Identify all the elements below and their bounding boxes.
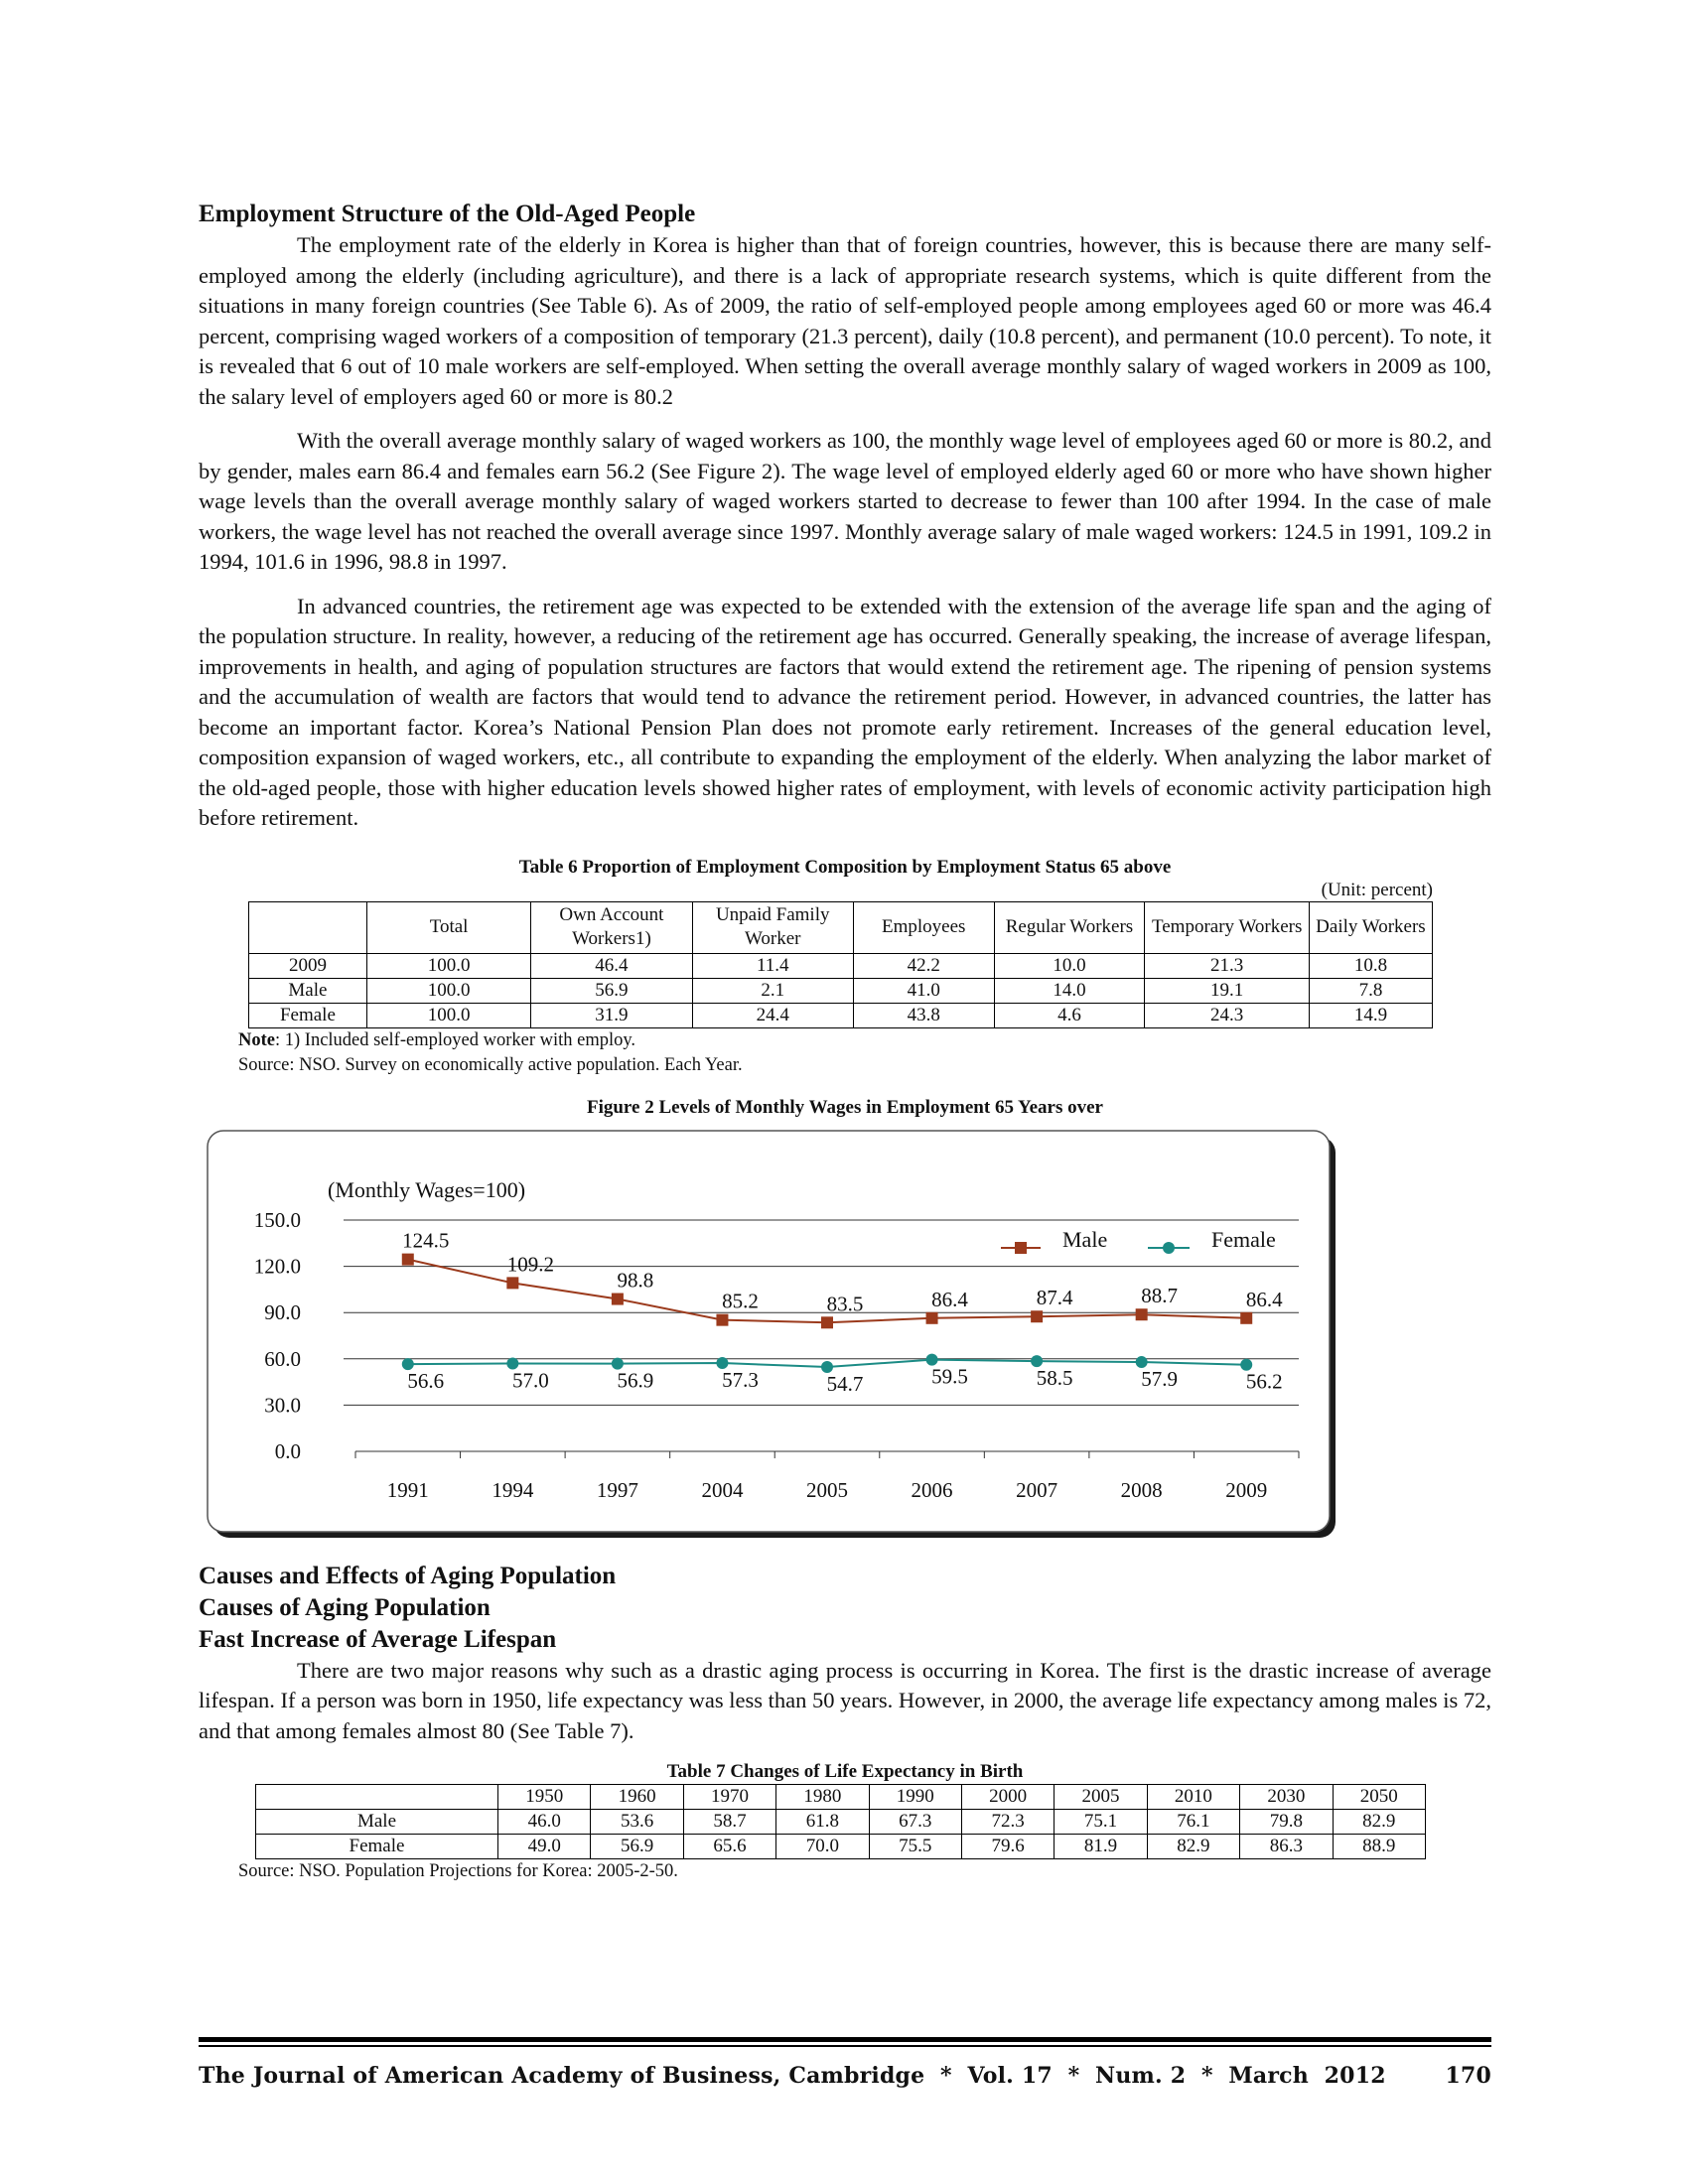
table-cell: 79.8 bbox=[1240, 1810, 1333, 1835]
x-tick-label: 2007 bbox=[1016, 1477, 1058, 1502]
table-cell: 24.4 bbox=[692, 1003, 853, 1027]
table-cell: 21.3 bbox=[1145, 953, 1309, 978]
table6-source: Source: NSO. Survey on economically active population. Each Year. bbox=[238, 1054, 743, 1075]
table-cell: 10.0 bbox=[994, 953, 1145, 978]
table-cell: 7.8 bbox=[1309, 978, 1432, 1003]
table-row-label: Female bbox=[256, 1835, 498, 1859]
table-cell: 81.9 bbox=[1055, 1835, 1147, 1859]
data-label: 86.4 bbox=[1245, 1287, 1283, 1311]
data-label: 56.9 bbox=[617, 1368, 654, 1393]
y-tick-label: 120.0 bbox=[253, 1254, 301, 1279]
y-unit-label: (Monthly Wages=100) bbox=[328, 1176, 526, 1202]
section-heading: Employment Structure of the Old-Aged People bbox=[199, 201, 696, 227]
table-header: 1970 bbox=[683, 1785, 775, 1810]
x-tick-label: 2004 bbox=[701, 1477, 744, 1502]
table-cell bbox=[256, 1785, 498, 1810]
data-label: 83.5 bbox=[826, 1291, 864, 1315]
table6-header: Total bbox=[366, 901, 530, 953]
table-header: 1960 bbox=[591, 1785, 683, 1810]
x-tick-label: 1997 bbox=[596, 1477, 638, 1502]
table-cell: 4.6 bbox=[994, 1003, 1145, 1027]
table-cell: 31.9 bbox=[531, 1003, 692, 1027]
table-row bbox=[249, 1003, 1433, 1027]
table-cell: 41.0 bbox=[853, 978, 994, 1003]
table-cell: 24.3 bbox=[1145, 1003, 1309, 1027]
table-cell: 19.1 bbox=[1145, 978, 1309, 1003]
male-data-point bbox=[716, 1313, 728, 1325]
table6-header: Unpaid Family Worker bbox=[692, 901, 853, 953]
section-heading: Causes of Aging Population bbox=[199, 1593, 491, 1621]
table-header: 2050 bbox=[1333, 1785, 1425, 1810]
table6-header: Regular Workers bbox=[994, 901, 1145, 953]
legend-male-marker bbox=[1015, 1242, 1027, 1254]
table-cell: 14.0 bbox=[994, 978, 1145, 1003]
data-label: 109.2 bbox=[506, 1251, 554, 1276]
table-cell: 82.9 bbox=[1147, 1835, 1239, 1859]
data-label: 57.9 bbox=[1141, 1366, 1179, 1391]
data-label: 54.7 bbox=[826, 1371, 864, 1396]
table-cell: 10.8 bbox=[1309, 953, 1432, 978]
table7 bbox=[255, 1784, 1426, 1859]
data-label: 86.4 bbox=[931, 1287, 968, 1311]
page-footer bbox=[199, 2063, 1491, 2089]
data-label: 124.5 bbox=[402, 1228, 450, 1253]
table-cell: 2.1 bbox=[692, 978, 853, 1003]
table7-source: Source: NSO. Population Projections for Korea: 2005-2-50. bbox=[238, 1861, 678, 1881]
table-cell: 88.9 bbox=[1333, 1835, 1425, 1859]
footer-rule bbox=[199, 2037, 1491, 2042]
body-paragraph: With the overall average monthly salary of waged workers as 100, the monthly wage level of employees aged 60 or more is 80.2, and by gender, males earn 86.4 and females earn 56.2 (See Figure 2). The wage level of employed elderly aged 60 or more who have shown higher wage levels than the overall average monthly salary of waged workers started to decrease to fewer than 100 after 1994. In the case of male workers, the wage level has not reached the overall average since 1997. Monthly average salary of male waged workers: 124.5 in 1991, 109.2 in 1994, 101.6 in 1996, 98.8 in 1997. bbox=[199, 428, 1491, 574]
table6 bbox=[248, 901, 1433, 1028]
table6-header bbox=[249, 901, 367, 953]
legend-female-label: Female bbox=[1211, 1226, 1276, 1252]
y-tick-label: 90.0 bbox=[264, 1299, 301, 1324]
data-label: 58.5 bbox=[1036, 1365, 1073, 1390]
male-data-point bbox=[402, 1253, 414, 1265]
table-row bbox=[249, 978, 1433, 1003]
table-header: 1990 bbox=[869, 1785, 961, 1810]
table-cell: 75.5 bbox=[869, 1835, 961, 1859]
table-cell: 79.6 bbox=[961, 1835, 1054, 1859]
table-cell: Female bbox=[249, 1003, 367, 1027]
table-row bbox=[249, 953, 1433, 978]
table-cell: 100.0 bbox=[366, 953, 530, 978]
section-heading: Causes and Effects of Aging Population bbox=[199, 1562, 617, 1589]
table-cell: 49.0 bbox=[498, 1835, 591, 1859]
x-tick-label: 2008 bbox=[1120, 1477, 1163, 1502]
table6-header: Daily Workers bbox=[1309, 901, 1432, 953]
x-tick-label: 2005 bbox=[806, 1477, 848, 1502]
data-label: 56.2 bbox=[1245, 1369, 1283, 1394]
x-axis-ticks bbox=[387, 1478, 1267, 1502]
table-cell: 43.8 bbox=[853, 1003, 994, 1027]
data-label: 56.6 bbox=[407, 1368, 445, 1393]
x-tick-label: 1994 bbox=[492, 1477, 534, 1502]
table-cell: 2009 bbox=[249, 953, 367, 978]
y-tick-label: 30.0 bbox=[264, 1392, 301, 1417]
legend-male-label: Male bbox=[1062, 1226, 1108, 1252]
table-cell: 70.0 bbox=[776, 1835, 869, 1859]
data-label: 57.3 bbox=[722, 1367, 759, 1392]
male-data-point bbox=[1136, 1308, 1148, 1320]
line-chart bbox=[207, 1130, 1340, 1543]
table-cell: 46.4 bbox=[531, 953, 692, 978]
journal-title: The Journal of American Academy of Business, Cambridge * Vol. 17 * Num. 2 * March 2012 bbox=[199, 2063, 1386, 2089]
table-header: 1980 bbox=[776, 1785, 869, 1810]
table-cell: 53.6 bbox=[591, 1810, 683, 1835]
table-header: 2000 bbox=[961, 1785, 1054, 1810]
table-cell: 42.2 bbox=[853, 953, 994, 978]
male-data-point bbox=[1240, 1311, 1252, 1323]
figure2-caption: Figure 2 Levels of Monthly Wages in Employment 65 Years over bbox=[586, 1096, 1103, 1118]
table-header-row bbox=[256, 1785, 1426, 1810]
page-content bbox=[199, 199, 1491, 1884]
page-number: 170 bbox=[1445, 2063, 1491, 2089]
table-header: 2010 bbox=[1147, 1785, 1239, 1810]
table-row bbox=[256, 1810, 1426, 1835]
table6-header: Temporary Workers bbox=[1145, 901, 1309, 953]
data-label: 57.0 bbox=[511, 1367, 549, 1392]
table-cell: 46.0 bbox=[498, 1810, 591, 1835]
data-label: 98.8 bbox=[617, 1268, 654, 1293]
footer-rule bbox=[199, 2045, 1491, 2047]
table-cell: 82.9 bbox=[1333, 1810, 1425, 1835]
body-paragraph: There are two major reasons why such as a drastic aging process is occurring in Korea. The first is the drastic increase of average lifespan. If a person was born in 1950, life expectancy was less than 50 years. However, in 2000, the average life expectancy among males is 72, and that among females almost 80 (See Table 7). bbox=[199, 1657, 1491, 1743]
male-data-point bbox=[1031, 1310, 1043, 1322]
table-cell: 100.0 bbox=[366, 978, 530, 1003]
table-cell: 58.7 bbox=[683, 1810, 775, 1835]
legend-female-marker bbox=[1163, 1242, 1175, 1254]
table6-unit: (Unit: percent) bbox=[1321, 879, 1433, 900]
section-heading: Fast Increase of Average Lifespan bbox=[199, 1625, 557, 1653]
table-header: 2030 bbox=[1240, 1785, 1333, 1810]
table6-note bbox=[238, 1028, 1491, 1053]
table6-header: Own Account Workers1) bbox=[531, 901, 692, 953]
y-tick-label: 150.0 bbox=[253, 1207, 301, 1232]
table-cell: 76.1 bbox=[1147, 1810, 1239, 1835]
table-cell: 56.9 bbox=[591, 1835, 683, 1859]
table-header: 1950 bbox=[498, 1785, 591, 1810]
table-row bbox=[256, 1835, 1426, 1859]
note-text: : 1) Included self-employed worker with employ. bbox=[274, 1029, 636, 1050]
data-label: 87.4 bbox=[1036, 1285, 1073, 1309]
body-paragraph: In advanced countries, the retirement age was expected to be extended with the extension of the average life span and the aging of the population structure. In reality, however, a reducing of the retirement age has occurred. Generally speaking, the increase of average lifespan, improvements in health, and aging of population structures are factors that would extend the retirement age. The ripening of pension systems and the accumulation of wealth are factors that would tend to advance the retirement period. However, in advanced countries, the latter has become an important factor. Korea’s National Pension Plan does not promote early retirement. Increases of the general education level, composition expansion of waged workers, etc., all contribute to expanding the employment of the elderly. When analyzing the labor market of the old-aged people, those with higher education levels showed higher rates of employment, with levels of economic activity participation high before retirement. bbox=[199, 593, 1491, 830]
y-tick-label: 0.0 bbox=[274, 1438, 301, 1463]
table6-header: Employees bbox=[853, 901, 994, 953]
data-label: 59.5 bbox=[931, 1364, 968, 1389]
body-paragraph: The employment rate of the elderly in Korea is higher than that of foreign countries, however, this is because there are many self-employed among the elderly (including agriculture), and there is a lack of appropriate research systems, which is quite different from the situations in many foreign countries (See Table 6). As of 2009, the ratio of self-employed people among employees aged 60 or more was 46.4 percent, comprising waged workers of a composition of temporary (21.3 percent), daily (10.8 percent), and permanent (10.0 percent). To note, it is revealed that 6 out of 10 male workers are self-employed. When setting the overall average monthly salary of waged workers in 2009 as 100, the salary level of employers aged 60 or more is 80.2 bbox=[199, 232, 1491, 409]
table-cell: 75.1 bbox=[1055, 1810, 1147, 1835]
table-cell: 65.6 bbox=[683, 1835, 775, 1859]
table-cell: 56.9 bbox=[531, 978, 692, 1003]
table-cell: Male bbox=[249, 978, 367, 1003]
table-cell: 61.8 bbox=[776, 1810, 869, 1835]
figure2-chart-frame bbox=[207, 1130, 1340, 1543]
table6-caption: Table 6 Proportion of Employment Composition by Employment Status 65 above bbox=[518, 856, 1172, 878]
data-label: 85.2 bbox=[722, 1289, 759, 1313]
male-data-point bbox=[821, 1316, 833, 1328]
male-data-point bbox=[926, 1311, 938, 1323]
male-data-point bbox=[506, 1277, 518, 1289]
x-tick-label: 1991 bbox=[386, 1477, 429, 1502]
table-cell: 11.4 bbox=[692, 953, 853, 978]
table-cell: 100.0 bbox=[366, 1003, 530, 1027]
note-label: Note bbox=[238, 1029, 275, 1050]
y-tick-label: 60.0 bbox=[264, 1346, 301, 1371]
x-tick-label: 2006 bbox=[911, 1477, 953, 1502]
table-cell: 14.9 bbox=[1309, 1003, 1432, 1027]
table-cell: 67.3 bbox=[869, 1810, 961, 1835]
x-tick-label: 2009 bbox=[1225, 1477, 1268, 1502]
data-label: 88.7 bbox=[1141, 1283, 1179, 1307]
table-cell: 86.3 bbox=[1240, 1835, 1333, 1859]
table-row-label: Male bbox=[256, 1810, 498, 1835]
table-header: 2005 bbox=[1055, 1785, 1147, 1810]
male-data-point bbox=[612, 1293, 624, 1304]
table-cell: 72.3 bbox=[961, 1810, 1054, 1835]
table7-caption: Table 7 Changes of Life Expectancy in Birth bbox=[666, 1761, 1024, 1782]
